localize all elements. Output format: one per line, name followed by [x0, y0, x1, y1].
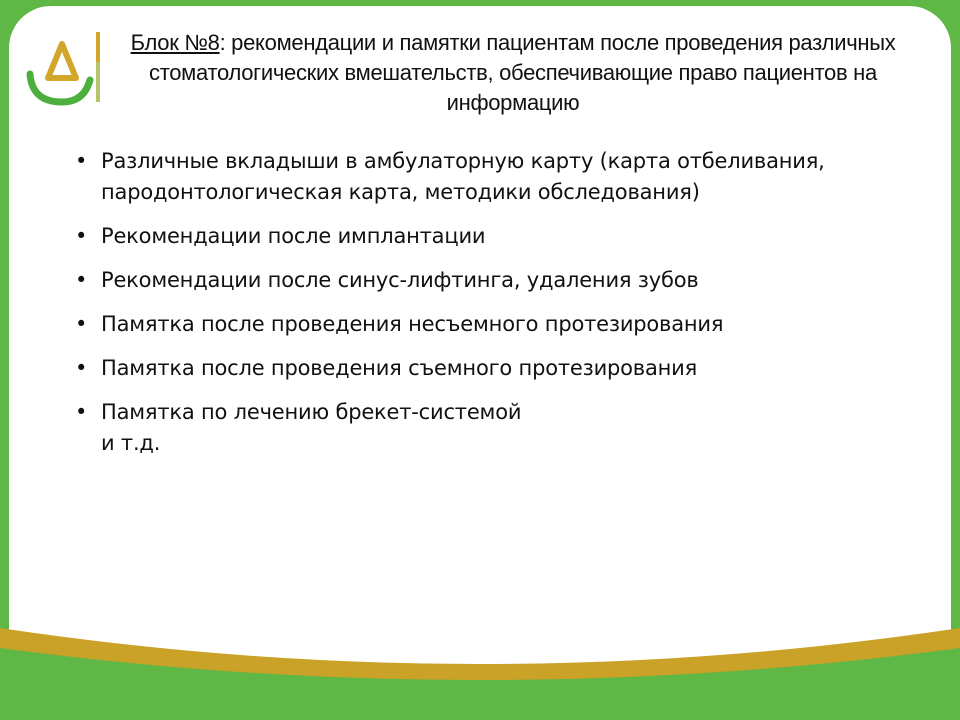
- bullet-icon: •: [75, 268, 88, 292]
- list-item: [72, 397, 932, 459]
- bullet-icon: •: [75, 224, 88, 248]
- list-item-continuation: и т.д.: [101, 431, 161, 455]
- list-item: [72, 146, 932, 208]
- bullet-icon: •: [75, 400, 88, 424]
- bullet-list: [72, 146, 932, 472]
- title-text: : рекомендации и памятки пациентам после проведения различных стоматологических вмешательств, обеспечивающие право пациентов на информацию: [149, 30, 896, 115]
- list-item-text: Рекомендации после синус-лифтинга, удаления зубов: [101, 268, 699, 292]
- list-item-text: Памятка после проведения съемного протезирования: [101, 356, 698, 380]
- list-item: [72, 265, 932, 296]
- list-item-text: Памятка по лечению брекет-системой: [101, 400, 522, 424]
- list-item: [72, 309, 932, 340]
- list-item: [72, 221, 932, 252]
- list-item-text: Рекомендации после имплантации: [101, 224, 486, 248]
- bullet-icon: •: [75, 312, 88, 336]
- dental-clinic-logo-icon: [22, 30, 108, 106]
- slide-title: [118, 28, 908, 118]
- list-item: [72, 353, 932, 384]
- bullet-icon: •: [75, 356, 88, 380]
- bullet-icon: •: [75, 149, 88, 173]
- title-block-label: Блок №8: [130, 30, 220, 55]
- list-item-text: Различные вкладыши в амбулаторную карту (карта отбеливания, пародонтологическая карта, методики обследования): [101, 149, 825, 204]
- list-item-text: Памятка после проведения несъемного протезирования: [101, 312, 724, 336]
